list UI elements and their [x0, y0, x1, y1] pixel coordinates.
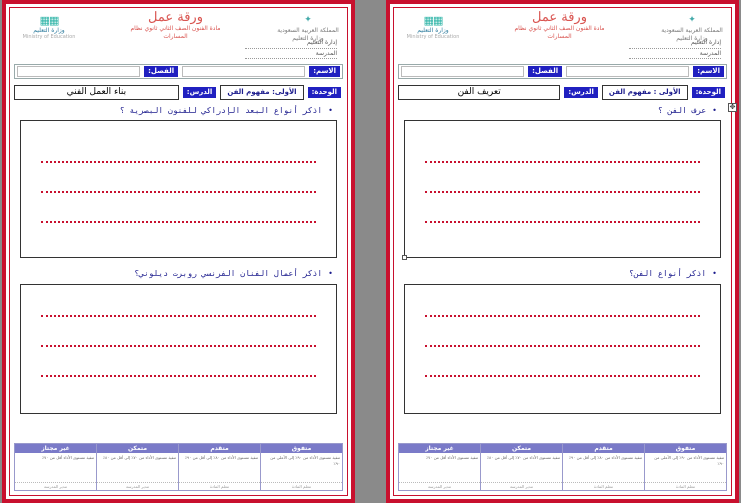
- logo-text: وزارة التعليم: [417, 27, 449, 34]
- rubric-head: متفوق: [261, 444, 342, 453]
- subject-line: مادة الفنون الصف الثاني ثانوي نظام: [130, 25, 221, 32]
- page-title: ورقة عمل: [532, 10, 587, 25]
- class-field[interactable]: [17, 66, 140, 77]
- rubric-desc: تنفيذ مستوى الأداء من ٩٠٪ إلى الأعلى من ٩٠٪: [654, 455, 724, 466]
- page-header: [14, 10, 343, 60]
- ministry-emblem-icon: ✦: [304, 15, 312, 25]
- name-label: الاسم:: [693, 66, 724, 77]
- rubric-col: [260, 444, 342, 490]
- admin-fields: [629, 38, 721, 59]
- school-label: المدرسة: [245, 49, 337, 60]
- unit-lesson-bar: [398, 84, 727, 101]
- logo-mark-icon: ▦▦: [423, 14, 443, 27]
- bullet-icon: •: [328, 269, 333, 278]
- class-field[interactable]: [401, 66, 524, 77]
- name-label: الاسم:: [309, 66, 340, 77]
- ministry-name: المملكة العربية السعودية: [661, 26, 723, 34]
- rubric-sign: معلم المادة: [563, 482, 644, 490]
- answer-box-1[interactable]: [20, 120, 337, 258]
- track-line: المسارات: [547, 32, 572, 40]
- unit-value: الأولى: مفهوم الفن: [220, 85, 303, 100]
- bullet-icon: •: [712, 106, 717, 115]
- moe-logo: [398, 14, 468, 40]
- moe-logo: [14, 14, 84, 40]
- rubric-col: [644, 444, 726, 490]
- answer-line: [41, 375, 316, 377]
- rubric-head: متقدم: [179, 444, 260, 453]
- question-2-text: اذكر أنواع الفن؟: [629, 269, 707, 278]
- unit-label: الوحدة:: [308, 87, 341, 98]
- rubric-sign: مدير المدرسة: [481, 482, 562, 490]
- admin-label: إدارة التعليم: [245, 38, 337, 49]
- question-1: [120, 106, 333, 115]
- rubric-col: [480, 444, 562, 490]
- rubric-sign: مدير المدرسة: [399, 482, 480, 490]
- title-block: [488, 10, 631, 41]
- lesson-value: بناء العمل الفني: [14, 85, 179, 100]
- rubric-sign: مدير المدرسة: [15, 482, 96, 490]
- ministry-sub: وزارة التعليم: [676, 34, 708, 42]
- rubric-sign: معلم المادة: [645, 482, 726, 490]
- logo-text: وزارة التعليم: [33, 27, 65, 34]
- rubric-desc: تنفيذ مستوى الأداء أقل من ٧٠٪: [42, 455, 94, 460]
- rubric-desc: تنفيذ مستوى الأداء من ٨٠٪ إلى أقل من ٩٠٪: [568, 455, 642, 460]
- answer-line: [425, 161, 700, 163]
- rubric-head: متقدم: [563, 444, 644, 453]
- resize-handle[interactable]: [402, 255, 407, 260]
- name-field[interactable]: [566, 66, 689, 77]
- unit-lesson-bar: [14, 84, 343, 101]
- rubric-sign: معلم المادة: [179, 482, 260, 490]
- rubric-col: [562, 444, 644, 490]
- answer-box-2[interactable]: [404, 284, 721, 414]
- name-class-bar: [398, 64, 727, 79]
- admin-label: إدارة التعليم: [629, 38, 721, 49]
- lesson-label: الدرس:: [564, 87, 598, 98]
- lesson-value: تعريف الفن: [398, 85, 560, 100]
- answer-box-1[interactable]: [404, 120, 721, 258]
- rubric-head: متفوق: [645, 444, 726, 453]
- question-1-text: اذكر أنواع البعد الإدراكي للفنون البصرية ؟: [119, 106, 323, 115]
- rubric-desc: تنفيذ مستوى الأداء من ٩٠٪ إلى الأعلى من ٩٠٪: [270, 455, 340, 466]
- rubric-desc: تنفيذ مستوى الأداء من ٨٠٪ إلى أقل من ٩٠٪: [184, 455, 258, 460]
- rubric-col: [15, 444, 96, 490]
- answer-line: [425, 315, 700, 317]
- rubric-col: [178, 444, 260, 490]
- track-line: المسارات: [163, 32, 188, 40]
- logo-mark-icon: ▦▦: [39, 14, 59, 27]
- rubric-head: غير مجتاز: [399, 444, 480, 453]
- question-1: [658, 106, 717, 115]
- rubric-col: [96, 444, 178, 490]
- answer-line: [41, 345, 316, 347]
- ministry-emblem-icon: ✦: [688, 15, 696, 25]
- rubric-footer: [398, 443, 727, 491]
- rubric-desc: تنفيذ مستوى الأداء من ٧٠٪ إلى أقل من ٨٠٪: [102, 455, 176, 460]
- admin-fields: [245, 38, 337, 59]
- unit-label: الوحدة:: [692, 87, 725, 98]
- question-2: [629, 269, 717, 278]
- bullet-icon: •: [712, 269, 717, 278]
- unit-value: الأولى : مفهوم الفن: [602, 85, 688, 100]
- rubric-head: متمكن: [97, 444, 178, 453]
- answer-line: [41, 191, 316, 193]
- rubric-footer: [14, 443, 343, 491]
- page-header: [398, 10, 727, 60]
- answer-line: [41, 221, 316, 223]
- answer-line: [425, 221, 700, 223]
- worksheet-page-right: [386, 0, 739, 503]
- rubric-desc: تنفيذ مستوى الأداء أقل من ٧٠٪: [426, 455, 478, 460]
- rubric-desc: تنفيذ مستوى الأداء من ٧٠٪ إلى أقل من ٨٠٪: [486, 455, 560, 460]
- class-label: الفصل:: [144, 66, 178, 77]
- rubric-col: [399, 444, 480, 490]
- rubric-sign: مدير المدرسة: [97, 482, 178, 490]
- question-2-text: اذكر أعمال الفنان الفرنسي روبرت ديلوني؟: [134, 269, 323, 278]
- rubric-sign: معلم المادة: [261, 482, 342, 490]
- name-class-bar: [14, 64, 343, 79]
- logo-sub: Ministry of Education: [406, 34, 460, 40]
- rubric-head: غير مجتاز: [15, 444, 96, 453]
- class-label: الفصل:: [528, 66, 562, 77]
- answer-box-2[interactable]: [20, 284, 337, 414]
- answer-line: [41, 315, 316, 317]
- answer-line: [425, 345, 700, 347]
- ministry-name: المملكة العربية السعودية: [277, 26, 339, 34]
- name-field[interactable]: [182, 66, 305, 77]
- school-label: المدرسة: [629, 49, 721, 60]
- bullet-icon: •: [328, 106, 333, 115]
- rubric-head: متمكن: [481, 444, 562, 453]
- logo-sub: Ministry of Education: [22, 34, 76, 40]
- subject-line: مادة الفنون الصف الثاني ثانوي نظام: [514, 25, 605, 32]
- answer-line: [425, 191, 700, 193]
- worksheet-page-left: [2, 0, 355, 503]
- ministry-sub: وزارة التعليم: [292, 34, 324, 42]
- title-block: [104, 10, 247, 41]
- answer-line: [425, 375, 700, 377]
- lesson-label: الدرس:: [183, 87, 217, 98]
- answer-line: [41, 161, 316, 163]
- question-2: [134, 269, 333, 278]
- page-title: ورقة عمل: [148, 10, 203, 25]
- move-handle-icon[interactable]: ✥: [729, 103, 736, 111]
- question-1-text: عرف الفن ؟: [658, 106, 707, 115]
